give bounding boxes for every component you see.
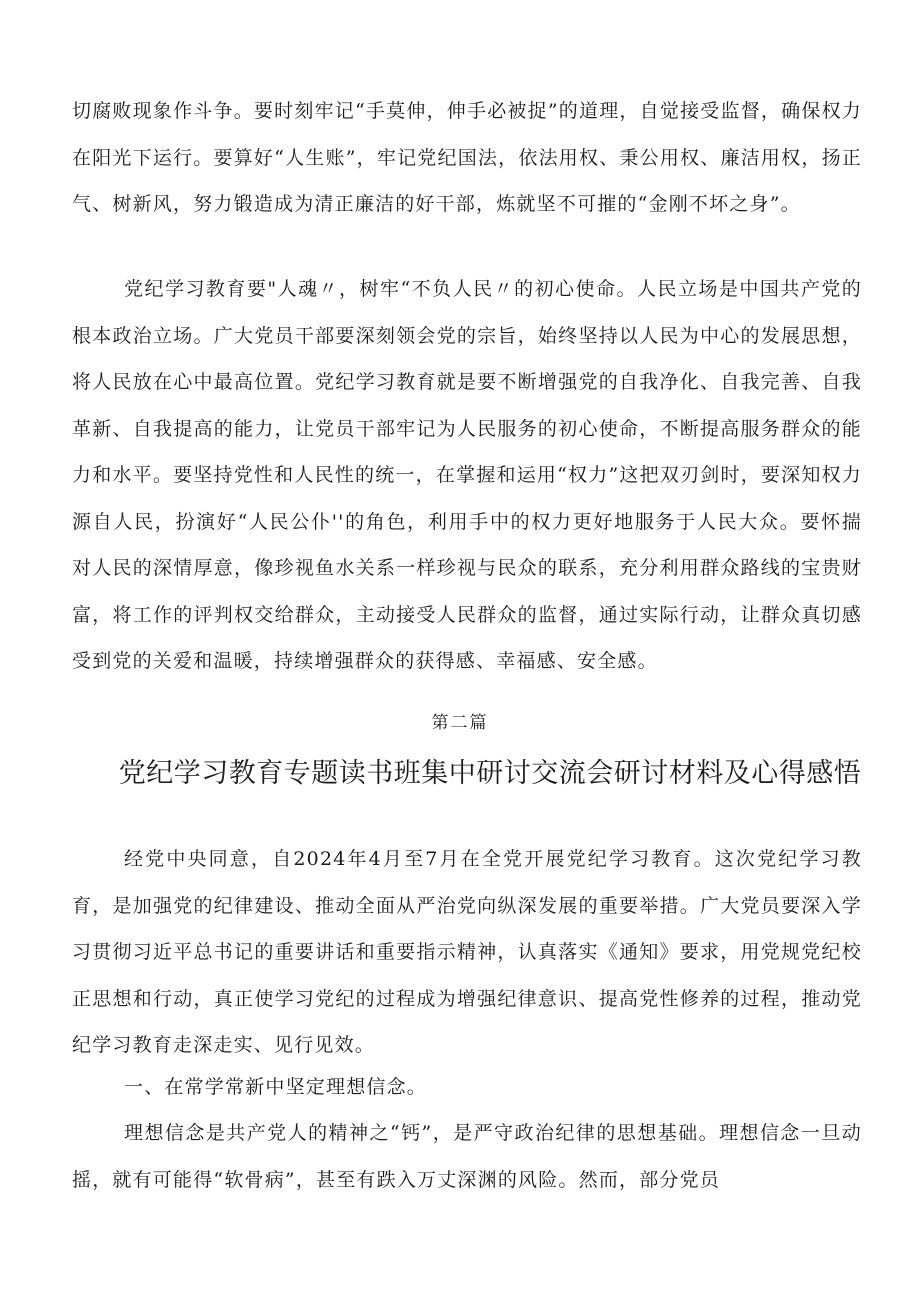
section-title: 党纪学习教育专题读书班集中研讨交流会研讨材料及心得感悟 — [118, 758, 862, 789]
people-stance-paragraph: 党纪学习教育要"人魂〃，树牢“不负人民〃的初心使命。人民立场是中国共产党的根本政治立场。广大党员干部要深刻领会党的宗旨，始终坚持以人民为中心的发展思想，将人民放在心中最高位置。党纪学习教育就是要不断增强党的自我净化、自我完善、自我革新、自我提高的能力，让党员干部牢记为人民服务的初心使命，不断提高服务群众的能力和水平。要坚持党性和人民性的统一，在掌握和运用“权力”这把双刃剑时，要深知权力源自人民，扮演好“人民公仆''的角色，利用手中的权力更好地服务于人民大众。要怀揣对人民的深情厚意，像珍视鱼水关系一样珍视与民众的联系，充分利用群众路线的宝贵财富，将工作的评判权交给群众，主动接受人民群众的监督，通过实际行动，让群众真切感受到党的关爱和温暖，持续增强群众的获得感、幸福感、安全感。 — [72, 278, 862, 672]
continuation-paragraph: 切腐败现象作斗争。要时刻牢记“手莫伸，伸手必被捉”的道理，自觉接受监督，确保权力在阳光下运行。要算好“人生账”，牢记党纪国法，依法用权、秉公用权、廉洁用权，扬正气、树新风，努力锻造成为清正廉洁的好干部，炼就坚不可摧的“金刚不坏之身”。 — [72, 100, 862, 215]
ideals-paragraph: 理想信念是共产党人的精神之“钙”，是严守政治纪律的思想基础。理想信念一旦动摇，就有可能得“软骨病”，甚至有跌入万丈深渊的风险。然而，部分党员 — [72, 1122, 862, 1191]
intro-paragraph: 经党中央同意，自2024年4月至7月在全党开展党纪学习教育。这次党纪学习教育，是加强党的纪律建设、推动全面从严治党向纵深发展的重要举措。广大党员要深入学习贯彻习近平总书记的重要讲话和重要指示精神，认真落实《通知》要求，用党规党纪校正思想和行动，真正使学习党纪的过程成为增强纪律意识、提高党性修养的过程，推动党纪学习教育走深走实、见行见效。 — [72, 848, 862, 1056]
section-label: 第二篇 — [431, 713, 489, 733]
heading-one: 一、在常学常新中坚定理想信念。 — [124, 1076, 428, 1098]
